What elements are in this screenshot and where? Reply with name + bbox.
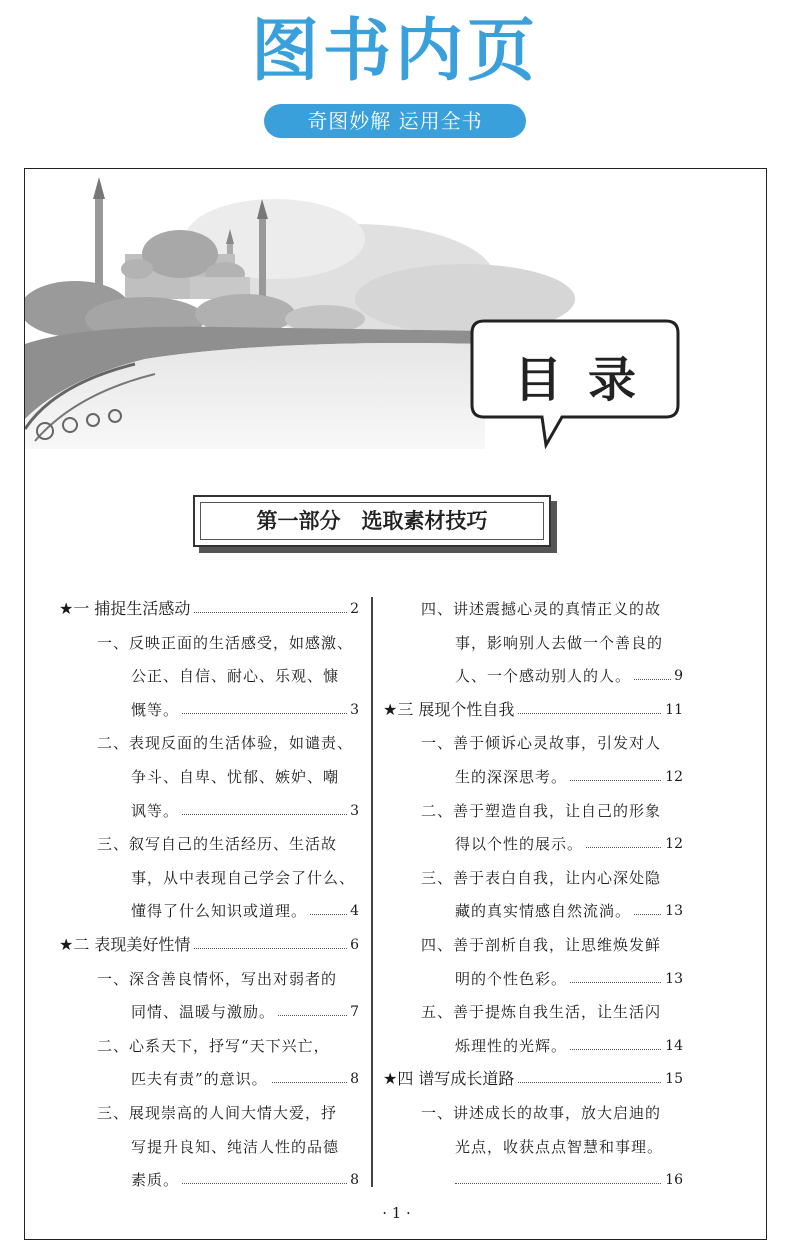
entry-text-line: 写提升良知、纯洁人性的品德: [131, 1137, 340, 1156]
entry-text-line: 二、表现反面的生活体验，如谴责、: [97, 734, 354, 753]
entry-text-line: 三、善于表白自我，让内心深处隐: [421, 868, 662, 887]
toc-entry: [59, 631, 359, 732]
entry-text-line: 争斗、自卑、忧郁、嫉妒、嘲: [131, 767, 340, 786]
entry-last-text: 得以个性的展示。: [455, 832, 586, 856]
entry-text-line: 事，影响别人去做一个善良的: [455, 633, 664, 652]
part-title: 第一部分 选取素材技巧: [200, 502, 544, 540]
entry-page-number: 8: [347, 1067, 359, 1091]
page-number: · 1 ·: [382, 1204, 411, 1222]
entry-last-line: [455, 967, 683, 991]
entry-last-text: 藏的真实情感自然流淌。: [455, 899, 634, 923]
entry-last-text: 同情、温暖与激励。: [131, 1000, 278, 1024]
entry-last-line: [455, 765, 683, 789]
entry-last-line: [131, 899, 359, 923]
entry-last-text: 懂得了什么知识或道理。: [131, 899, 310, 923]
entry-text-line: 一、讲述成长的故事，放大启迪的: [421, 1104, 662, 1122]
toc-section-row: [383, 698, 683, 722]
part-title-box: [193, 495, 551, 547]
entry-text-line: 公正、自信、耐心、乐观、慷: [131, 667, 340, 686]
toc-entry: [59, 1034, 359, 1101]
section-page-number: 11: [662, 698, 683, 722]
section-page-number: 6: [347, 933, 359, 957]
entry-last-text: 慨等。: [131, 698, 182, 722]
entry-last-text: 素质。: [131, 1168, 182, 1192]
column-divider: [371, 597, 373, 1187]
entry-last-line: [455, 664, 683, 688]
toc-speech-bubble: [470, 319, 680, 449]
entry-text-line: 一、深含善良情怀，写出对弱者的: [97, 969, 338, 988]
entry-last-line: [131, 1000, 359, 1024]
entry-text-line: 五、善于提炼自我生活，让生活闪: [421, 1003, 662, 1022]
entry-last-line: [455, 832, 683, 856]
section-page-number: 2: [347, 597, 359, 621]
banner-subtitle: 奇图妙解 运用全书: [264, 104, 526, 138]
entry-text-line: 二、善于塑造自我，让自己的形象: [421, 801, 662, 820]
banner-title: 图书内页: [250, 12, 539, 91]
section-label: ★一 捕捉生活感动: [59, 597, 193, 621]
toc-entry: [383, 866, 683, 933]
entry-text-line: 二、心系天下，抒写“天下兴亡，: [97, 1036, 330, 1055]
section-label: ★二 表现美好性情: [59, 933, 193, 957]
section-label: ★四 谱写成长道路: [383, 1067, 517, 1091]
entry-last-line: [455, 1168, 683, 1192]
toc-section-row: [383, 1067, 683, 1091]
entry-page-number: 16: [662, 1168, 683, 1192]
entry-page-number: 14: [662, 1034, 683, 1058]
entry-last-text: 烁理性的光辉。: [455, 1034, 570, 1058]
toc-entry: [59, 967, 359, 1034]
entry-page-number: 3: [347, 698, 359, 722]
entry-page-number: 12: [662, 765, 683, 789]
entry-last-line: [455, 899, 683, 923]
entry-text-line: 三、叙写自己的生活经历、生活故: [97, 835, 338, 854]
entry-page-number: 4: [347, 899, 359, 923]
toc-section-row: [59, 597, 359, 621]
entry-last-text: 匹夫有责”的意识。: [131, 1067, 271, 1091]
toc-entry: [383, 731, 683, 798]
entry-text-line: 四、讲述震撼心灵的真情正义的故: [421, 600, 662, 618]
entry-text-line: 一、善于倾诉心灵故事，引发对人: [421, 734, 662, 753]
toc-entry: [59, 1101, 359, 1202]
book-page: [24, 168, 767, 1240]
toc-entry: [383, 1000, 683, 1067]
entry-page-number: 13: [662, 899, 683, 923]
toc-section-row: [59, 933, 359, 957]
toc-entry: [383, 799, 683, 866]
dot-leader: [455, 1183, 683, 1184]
toc-title: 目录: [513, 352, 662, 408]
toc-entry: [383, 597, 683, 698]
toc-entry: [59, 731, 359, 832]
entry-last-text: 人、一个感动别人的人。: [455, 664, 634, 688]
entry-text-line: 光点，收获点点智慧和事理。: [455, 1137, 664, 1156]
section-label: ★三 展现个性自我: [383, 698, 517, 722]
entry-last-line: [131, 799, 359, 823]
entry-page-number: 9: [671, 664, 683, 688]
entry-text-line: 四、善于剖析自我，让思维焕发鲜: [421, 936, 662, 954]
entry-text-line: 事，从中表现自己学会了什么、: [131, 868, 356, 887]
entry-text-line: 三、展现崇高的人间大情大爱，抒: [97, 1104, 338, 1122]
entry-page-number: 12: [662, 832, 683, 856]
toc-entry: [59, 832, 359, 933]
entry-page-number: 3: [347, 799, 359, 823]
entry-page-number: 13: [662, 967, 683, 991]
entry-page-number: 8: [347, 1168, 359, 1192]
toc-entry: [383, 1101, 683, 1202]
entry-last-text: 讽等。: [131, 799, 182, 823]
entry-last-line: [131, 1168, 359, 1192]
toc-entry: [383, 933, 683, 1000]
entry-page-number: 7: [347, 1000, 359, 1024]
entry-last-line: [131, 698, 359, 722]
entry-text-line: 一、反映正面的生活感受，如感激、: [97, 633, 354, 652]
entry-last-text: 生的深深思考。: [455, 765, 570, 789]
entry-last-text: 明的个性色彩。: [455, 967, 570, 991]
entry-last-line: [455, 1034, 683, 1058]
section-page-number: 15: [662, 1067, 683, 1091]
entry-last-line: [131, 1067, 359, 1091]
